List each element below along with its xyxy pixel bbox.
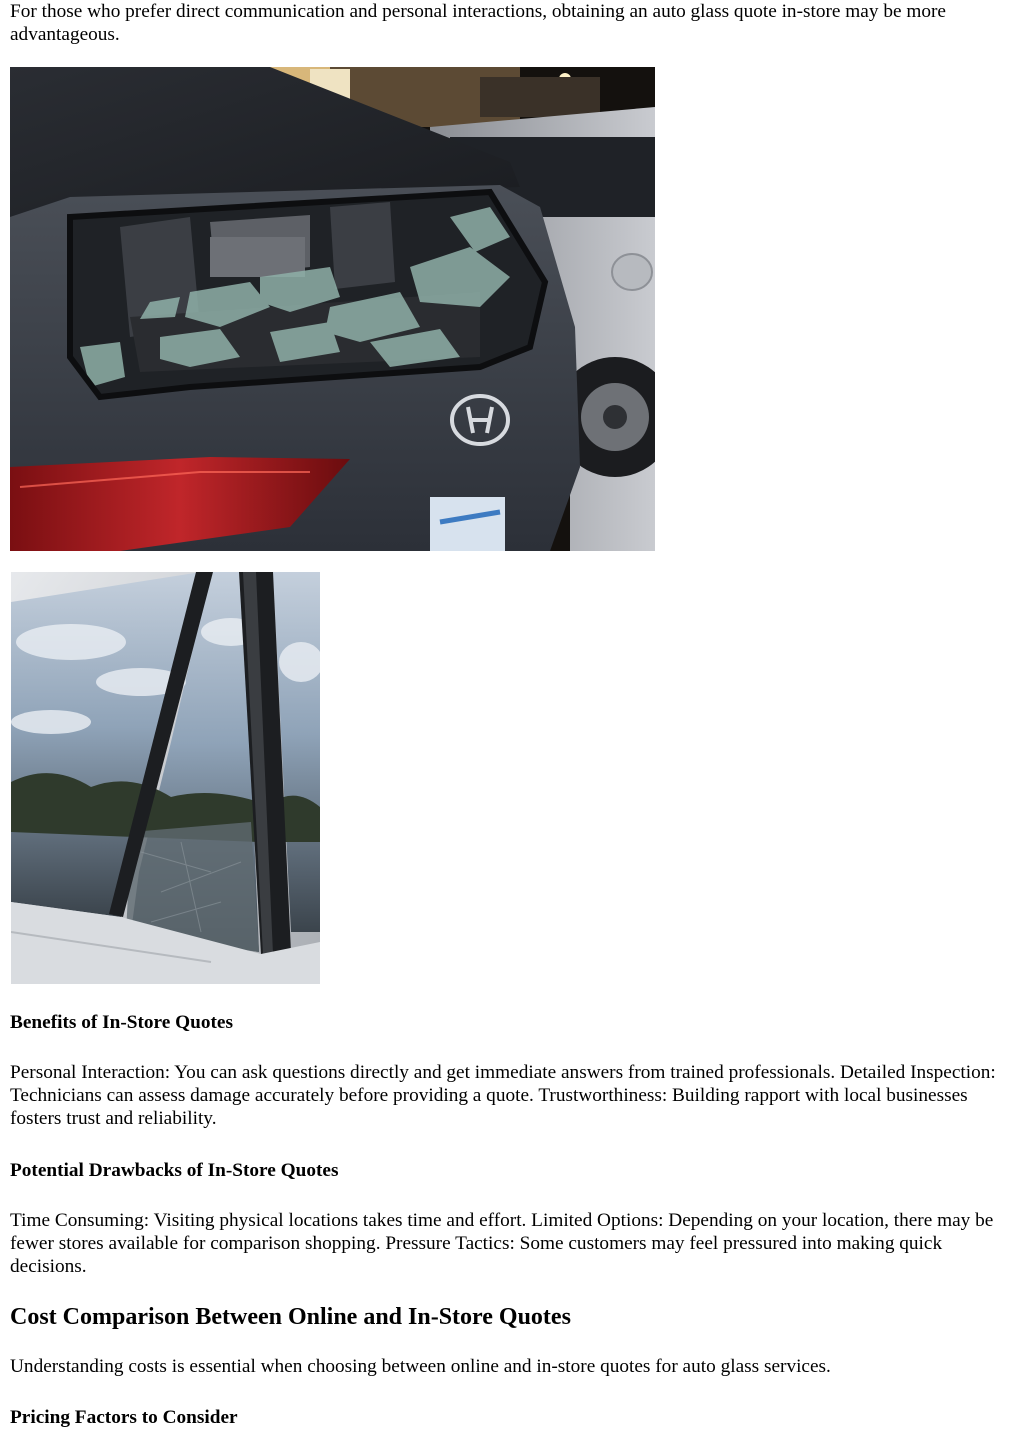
cost-comparison-paragraph: Understanding costs is essential when choosing between online and in-store quotes for auto glass services. <box>10 1356 831 1377</box>
benefits-heading: Benefits of In-Store Quotes <box>10 1012 233 1033</box>
drawbacks-paragraph: Time Consuming: Visiting physical locations takes time and effort. Limited Options: Depending on your location, there may be fewer stores available for comparison shopping. Pressure Tactics: Some customers may feel pressured into making quick decisions. <box>10 1210 994 1277</box>
car-side-window-photo <box>11 572 320 984</box>
intro-paragraph: For those who prefer direct communication and personal interactions, obtaining an auto glass quote in-store may be more advantageous. <box>10 1 946 45</box>
cost-comparison-heading: Cost Comparison Between Online and In-Store Quotes <box>10 1304 571 1330</box>
pricing-factors-heading: Pricing Factors to Consider <box>10 1407 238 1428</box>
shattered-rear-window-photo <box>10 67 655 551</box>
drawbacks-heading: Potential Drawbacks of In-Store Quotes <box>10 1160 339 1181</box>
benefits-paragraph: Personal Interaction: You can ask questions directly and get immediate answers from trained professionals. Detailed Inspection: Technicians can assess damage accurately before providing a quote. Trustworthiness: Building rapport with local businesses fosters trust and reliability. <box>10 1062 996 1129</box>
